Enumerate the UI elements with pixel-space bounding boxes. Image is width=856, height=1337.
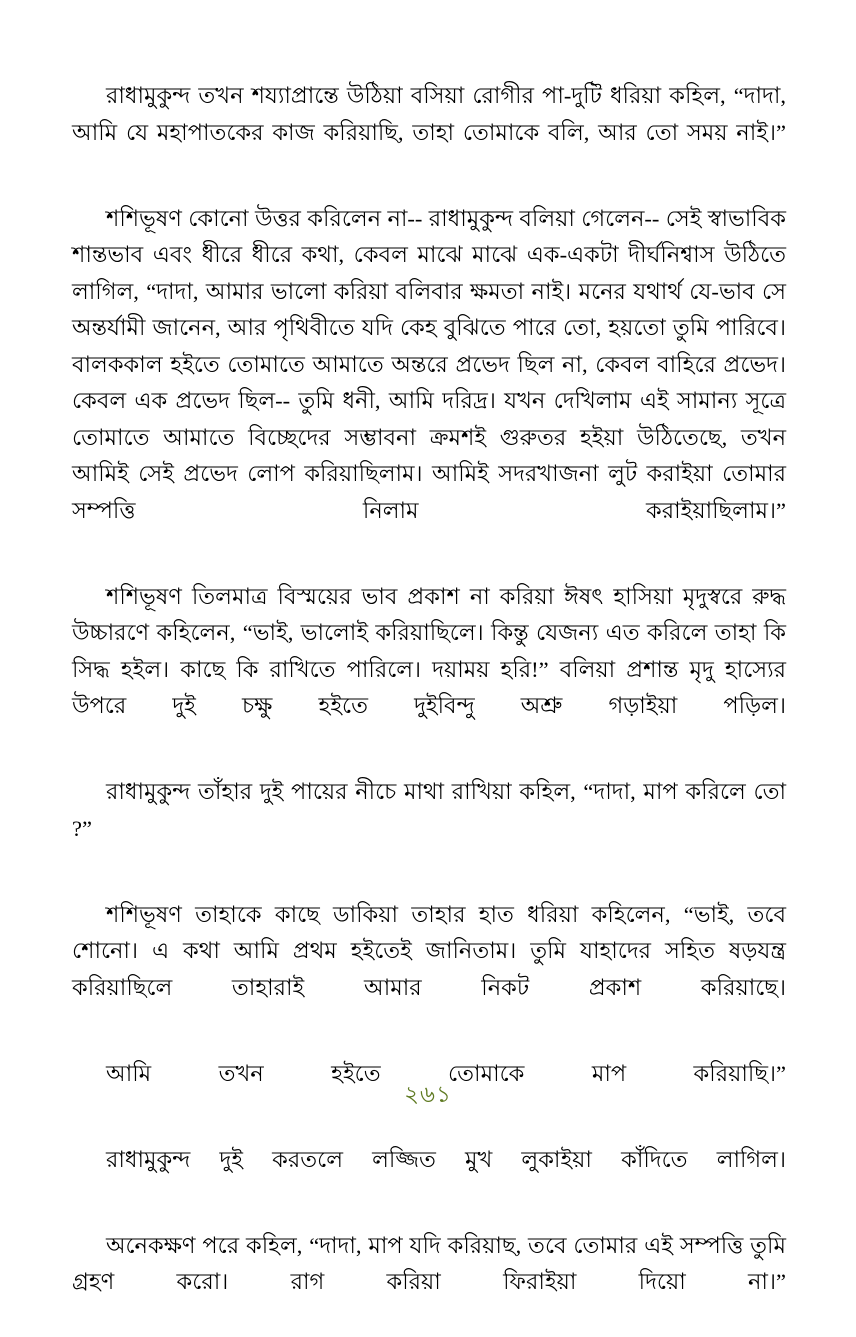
paragraph-3: শশিভূষণ তিলমাত্র বিস্ময়ের ভাব প্রকাশ না করিয়া ঈষৎ হাসিয়া মৃদুস্বরে রুদ্ধ উচ্চারণে কহিলেন, “ভাই, ভালোই করিয়াছিলে। কিন্তু যেজন্য এত করিলে তাহা কি সিদ্ধ হইল। কাছে কি রাখিতে পারিলে। দয়াময় হরি!” বলিয়া প্রশান্ত মৃদু হাস্যের উপরে দুই চক্ষু হইতে দুইবিন্দু অশ্রু গড়াইয়া পড়িল। xyxy=(72,579,786,762)
paragraph-6: আমি তখন হইতে তোমাকে মাপ করিয়াছি।” xyxy=(72,1056,786,1129)
page-number: ২৬১ xyxy=(0,1082,856,1108)
paragraph-7: রাধামুকুন্দ দুই করতলে লজ্জিত মুখ লুকাইয়া কাঁদিতে লাগিল। xyxy=(72,1142,786,1215)
body-text-column xyxy=(72,78,786,1337)
paragraph-4: রাধামুকুন্দ তাঁহার দুই পায়ের নীচে মাথা রাখিয়া কহিল, “দাদা, মাপ করিলে তো ?” xyxy=(72,774,786,884)
paragraph-5: শশিভূষণ তাহাকে কাছে ডাকিয়া তাহার হাত ধরিয়া কহিলেন, “ভাই, তবে শোনো। এ কথা আমি প্রথম হইতেই জানিতাম। তুমি যাহাদের সহিত ষড়যন্ত্র করিয়াছিলে তাহারাই আমার নিকট প্রকাশ করিয়াছে। xyxy=(72,897,786,1043)
paragraph-2: শশিভূষণ কোনো উত্তর করিলেন না-- রাধামুকুন্দ বলিয়া গেলেন-- সেই স্বাভাবিক শান্তভাব এবং ধীরে ধীরে কথা, কেবল মাঝে মাঝে এক-একটা দীর্ঘনিশ্বাস উঠিতে লাগিল, “দাদা, আমার ভালো করিয়া বলিবার ক্ষমতা নাই। মনের যথার্থ যে-ভাব সে অন্তর্যামী জানেন, আর পৃথিবীতে যদি কেহ বুঝিতে পারে তো, হয়তো তুমি পারিবে। বালককাল হইতে তোমাতে আমাতে অন্তরে প্রভেদ ছিল না, কেবল বাহিরে প্রভেদ। কেবল এক প্রভেদ ছিল-- তুমি ধনী, আমি দরিদ্র। যখন দেখিলাম এই সামান্য সূত্রে তোমাতে আমাতে বিচ্ছেদের সম্ভাবনা ক্রমশই গুরুতর হইয়া উঠিতেছে, তখন আমিই সেই প্রভেদ লোপ করিয়াছিলাম। আমিই সদরখাজনা লুট করাইয়া তোমার সম্পত্তি নিলাম করাইয়াছিলাম।” xyxy=(72,201,786,566)
paragraph-1: রাধামুকুন্দ তখন শয্যাপ্রান্তে উঠিয়া বসিয়া রোগীর পা-দুটি ধরিয়া কহিল, “দাদা, আমি যে মহাপাতকের কাজ করিয়াছি, তাহা তোমাকে বলি, আর তো সময় নাই।” xyxy=(72,78,786,188)
paragraph-8: অনেকক্ষণ পরে কহিল, “দাদা, মাপ যদি করিয়াছ, তবে তোমার এই সম্পত্তি তুমি গ্রহণ করো। রাগ করিয়া ফিরাইয়া দিয়ো না।” xyxy=(72,1228,786,1337)
